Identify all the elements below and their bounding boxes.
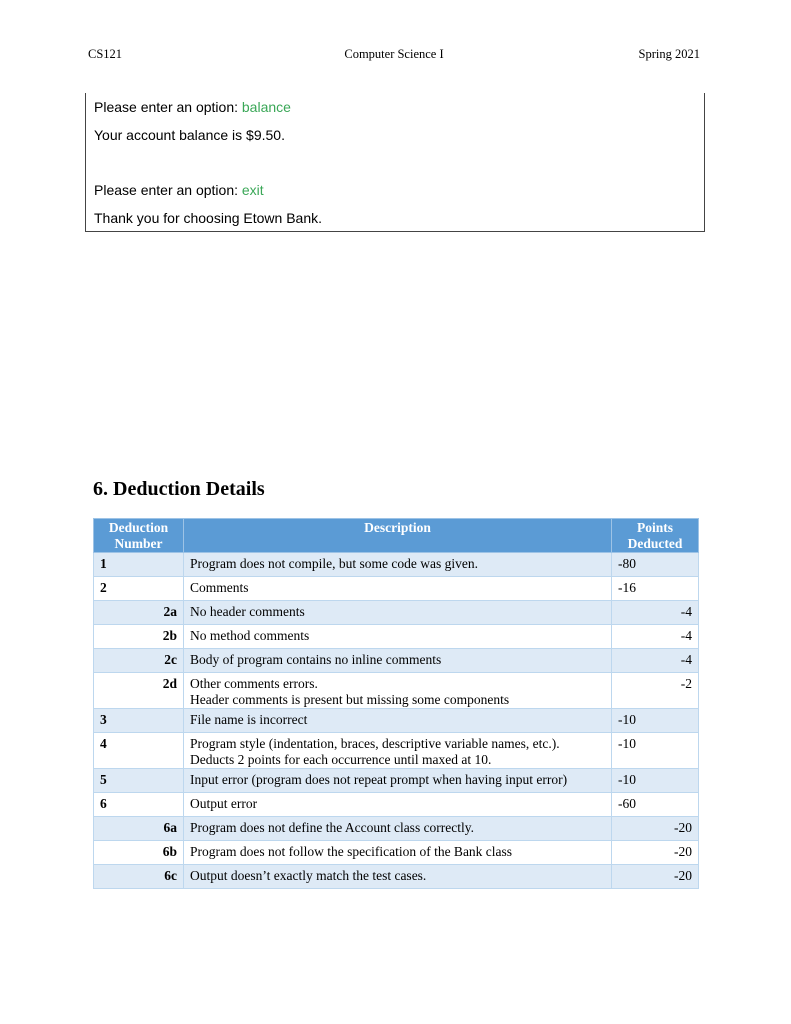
- points-deducted: -2: [612, 673, 699, 709]
- points-deducted: -10: [612, 733, 699, 769]
- table-row: [94, 577, 699, 601]
- points-deducted: -20: [612, 865, 699, 889]
- deduction-description: Comments: [184, 577, 612, 601]
- deduction-number: 6a: [94, 817, 184, 841]
- table-row: [94, 733, 699, 769]
- table-row: [94, 793, 699, 817]
- points-deducted: -80: [612, 553, 699, 577]
- console-prompt: Please enter an option:: [94, 182, 242, 198]
- console-user-input: balance: [241, 99, 291, 115]
- deduction-number: 2c: [94, 649, 184, 673]
- console-user-input: exit: [241, 182, 264, 198]
- deduction-description: Output doesn’t exactly match the test cases.: [184, 865, 612, 889]
- points-deducted: -20: [612, 841, 699, 865]
- deduction-number: 3: [94, 709, 184, 733]
- points-deducted: -4: [612, 601, 699, 625]
- table-row: [94, 649, 699, 673]
- console-prompt: Please enter an option:: [94, 99, 242, 115]
- deduction-description: File name is incorrect: [184, 709, 612, 733]
- console-goodbye-output: Thank you for choosing Etown Bank.: [94, 210, 323, 226]
- deduction-number: 2b: [94, 625, 184, 649]
- table-header-row: [94, 519, 699, 553]
- term-label: Spring 2021: [638, 47, 700, 61]
- console-line-balance: [94, 99, 291, 115]
- table-row: [94, 625, 699, 649]
- course-code: CS121: [88, 47, 123, 61]
- table-row: [94, 817, 699, 841]
- course-title: Computer Science I: [344, 47, 444, 61]
- deduction-description: Program does not define the Account class correctly.: [184, 817, 612, 841]
- deduction-number: 6c: [94, 865, 184, 889]
- points-deducted: -16: [612, 577, 699, 601]
- table-row: [94, 841, 699, 865]
- deduction-description: Output error: [184, 793, 612, 817]
- console-balance-output: Your account balance is $9.50.: [94, 127, 285, 143]
- header-points-deducted: Points Deducted: [612, 519, 699, 553]
- description-line-2: Deducts 2 points for each occurrence until maxed at 10.: [190, 752, 492, 767]
- deduction-number: 2a: [94, 601, 184, 625]
- deduction-description: [184, 673, 612, 709]
- points-deducted: -4: [612, 625, 699, 649]
- deduction-number: 2: [94, 577, 184, 601]
- page-header: [88, 47, 700, 65]
- sample-output-box: [85, 93, 705, 232]
- header-deduction-number: Deduction Number: [94, 519, 184, 553]
- header-description: Description: [184, 519, 612, 553]
- table-row: [94, 709, 699, 733]
- points-deducted: -10: [612, 769, 699, 793]
- deduction-number: 4: [94, 733, 184, 769]
- description-line-1: Other comments errors.: [190, 676, 318, 691]
- deduction-number: 2d: [94, 673, 184, 709]
- deduction-description: Program does not follow the specification of the Bank class: [184, 841, 612, 865]
- deduction-description: [184, 733, 612, 769]
- deduction-description: Program does not compile, but some code was given.: [184, 553, 612, 577]
- description-line-2: Header comments is present but missing some components: [190, 692, 510, 707]
- deduction-number: 1: [94, 553, 184, 577]
- table-row: [94, 865, 699, 889]
- deduction-number: 6: [94, 793, 184, 817]
- points-deducted: -10: [612, 709, 699, 733]
- points-deducted: -60: [612, 793, 699, 817]
- table-row: [94, 553, 699, 577]
- table-row: [94, 673, 699, 709]
- deduction-description: Body of program contains no inline comments: [184, 649, 612, 673]
- deduction-description: No method comments: [184, 625, 612, 649]
- console-line-exit: [94, 182, 264, 198]
- table-row: [94, 769, 699, 793]
- deduction-number: 5: [94, 769, 184, 793]
- points-deducted: -20: [612, 817, 699, 841]
- deduction-number: 6b: [94, 841, 184, 865]
- section-title: 6. Deduction Details: [93, 478, 265, 500]
- description-line-1: Program style (indentation, braces, descriptive variable names, etc.).: [190, 736, 560, 751]
- points-deducted: -4: [612, 649, 699, 673]
- deduction-table: [93, 518, 699, 889]
- deduction-description: No header comments: [184, 601, 612, 625]
- table-row: [94, 601, 699, 625]
- deduction-description: Input error (program does not repeat prompt when having input error): [184, 769, 612, 793]
